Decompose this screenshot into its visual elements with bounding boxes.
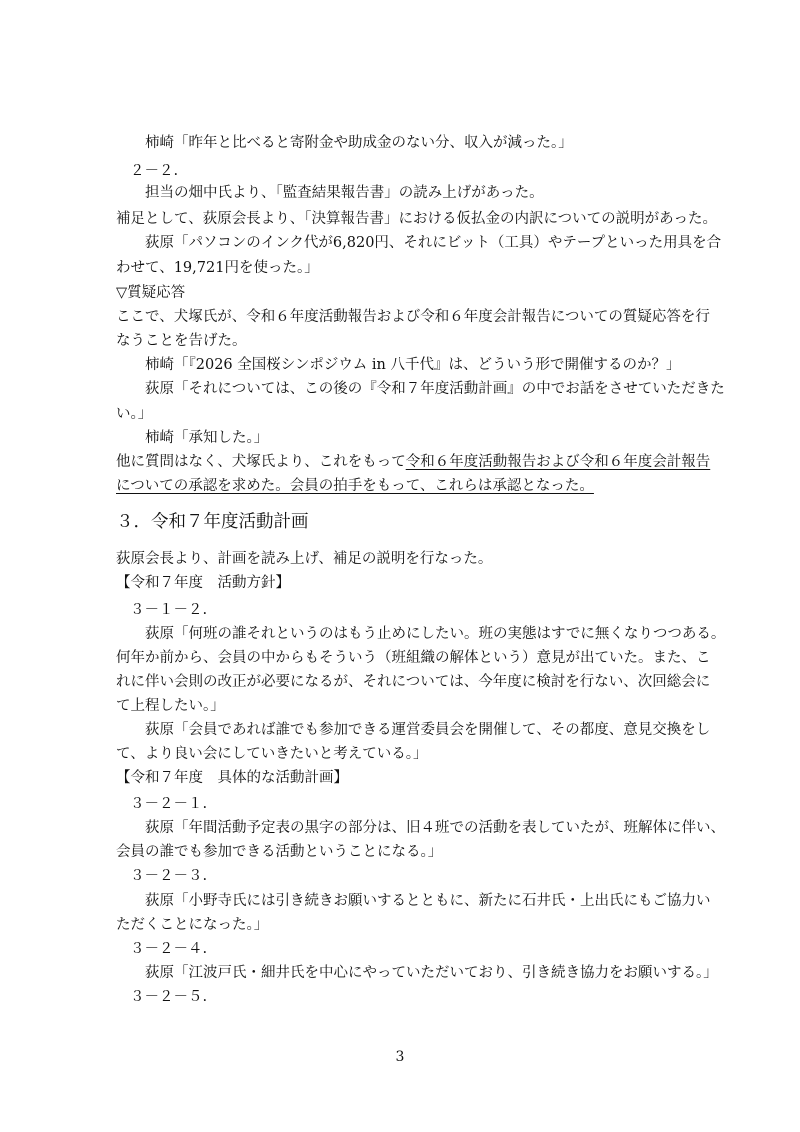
subheading: 【令和７年度 活動方針】 (116, 575, 290, 591)
subheading: 【令和７年度 具体的な活動計画】 (116, 770, 348, 786)
text-line: 荻原「何班の誰それというのはもう止めにしたい。班の実態はすでに無くなりつつある。 (145, 626, 726, 642)
text-line: なうことを告げた。 (116, 333, 247, 349)
text-line: 会員の誰でも参加できる活動ということになる。」 (116, 844, 443, 860)
text-line: ただくことになった。」 (116, 917, 269, 933)
qa-label: ▽質疑応答 (116, 285, 186, 301)
subsection-number: ２－２. (130, 163, 179, 179)
text-line: 荻原「小野寺氏には引き続きお願いするとともに、新たに石井氏・上出氏にもご協力い (145, 893, 711, 909)
text-line: 荻原「それについては、この後の『令和７年度活動計画』の中でお話をさせていただきた (145, 381, 725, 397)
subsection-number: ３－２－４. (130, 941, 208, 957)
text-line: 荻原「江波戸氏・細井氏を中心にやっていただいており、引き続き協力をお願いする。」 (145, 965, 718, 981)
text-line: 柿崎「承知した。」 (145, 430, 269, 446)
underlined-text: 令和６年度活動報告および令和６年度会計報告 (405, 454, 711, 470)
text-line: わせて、19,721円を使った。」 (116, 260, 319, 276)
text-line: 荻原会長より、計画を読み上げ、補足の説明を行なった。 (116, 551, 493, 567)
text-line: 柿崎「昨年と比べると寄附金や助成金のない分、収入が減った。」 (145, 135, 573, 151)
underlined-text: についての承認を求めた。会員の拍手をもって、これらは承認となった。 (116, 478, 594, 494)
text-line: 何年か前から、会員の中からもそういう（班組織の解体という）意見が出ていた。また、こ (116, 650, 711, 666)
text-line: れに伴い会則の改正が必要になるが、それについては、今年度に検討を行ない、次回総会に (116, 674, 711, 690)
subsection-number: ３－２－３. (130, 868, 208, 884)
text-line: 担当の畑中氏より、「監査結果報告書」の読み上げがあった。 (145, 185, 544, 201)
text-line: 荻原「会員であれば誰でも参加できる運営委員会を開催して、その都度、意見交換をし (145, 722, 711, 738)
section-heading: ３．令和７年度活動計画 (116, 512, 309, 532)
subsection-number: ３－２－５. (130, 989, 208, 1005)
text-line: て上程したい。」 (116, 698, 225, 714)
subsection-number: ３－２－１. (130, 796, 208, 812)
text-line: て、より良い会にしていきたいと考えている。」 (116, 746, 428, 762)
subsection-number: ３－１－２. (130, 602, 208, 618)
text-line: ここで、犬塚氏が、令和６年度活動報告および令和６年度会計報告についての質疑応答を行 (116, 309, 710, 325)
page-number: 3 (395, 1049, 405, 1065)
text-line-plain: 他に質問はなく、犬塚氏より、これをもって (116, 454, 406, 470)
text-line: 荻原「パソコンのインク代が6,820円、それにビット（工具）やテープといった用具を合 (145, 235, 722, 251)
text-line: い。」 (116, 406, 153, 422)
text-line (116, 452, 710, 472)
text-line: 荻原「年間活動予定表の黒字の部分は、旧４班での活動を表していたが、班解体に伴い、 (145, 820, 725, 836)
text-line: 補足として、荻原会長より、「決算報告書」における仮払金の内訳についての説明があった。 (116, 211, 718, 227)
text-line: 柿崎「『2026 全国桜シンポジウム in 八千代』は、どういう形で開催するのか？」 (145, 357, 681, 373)
